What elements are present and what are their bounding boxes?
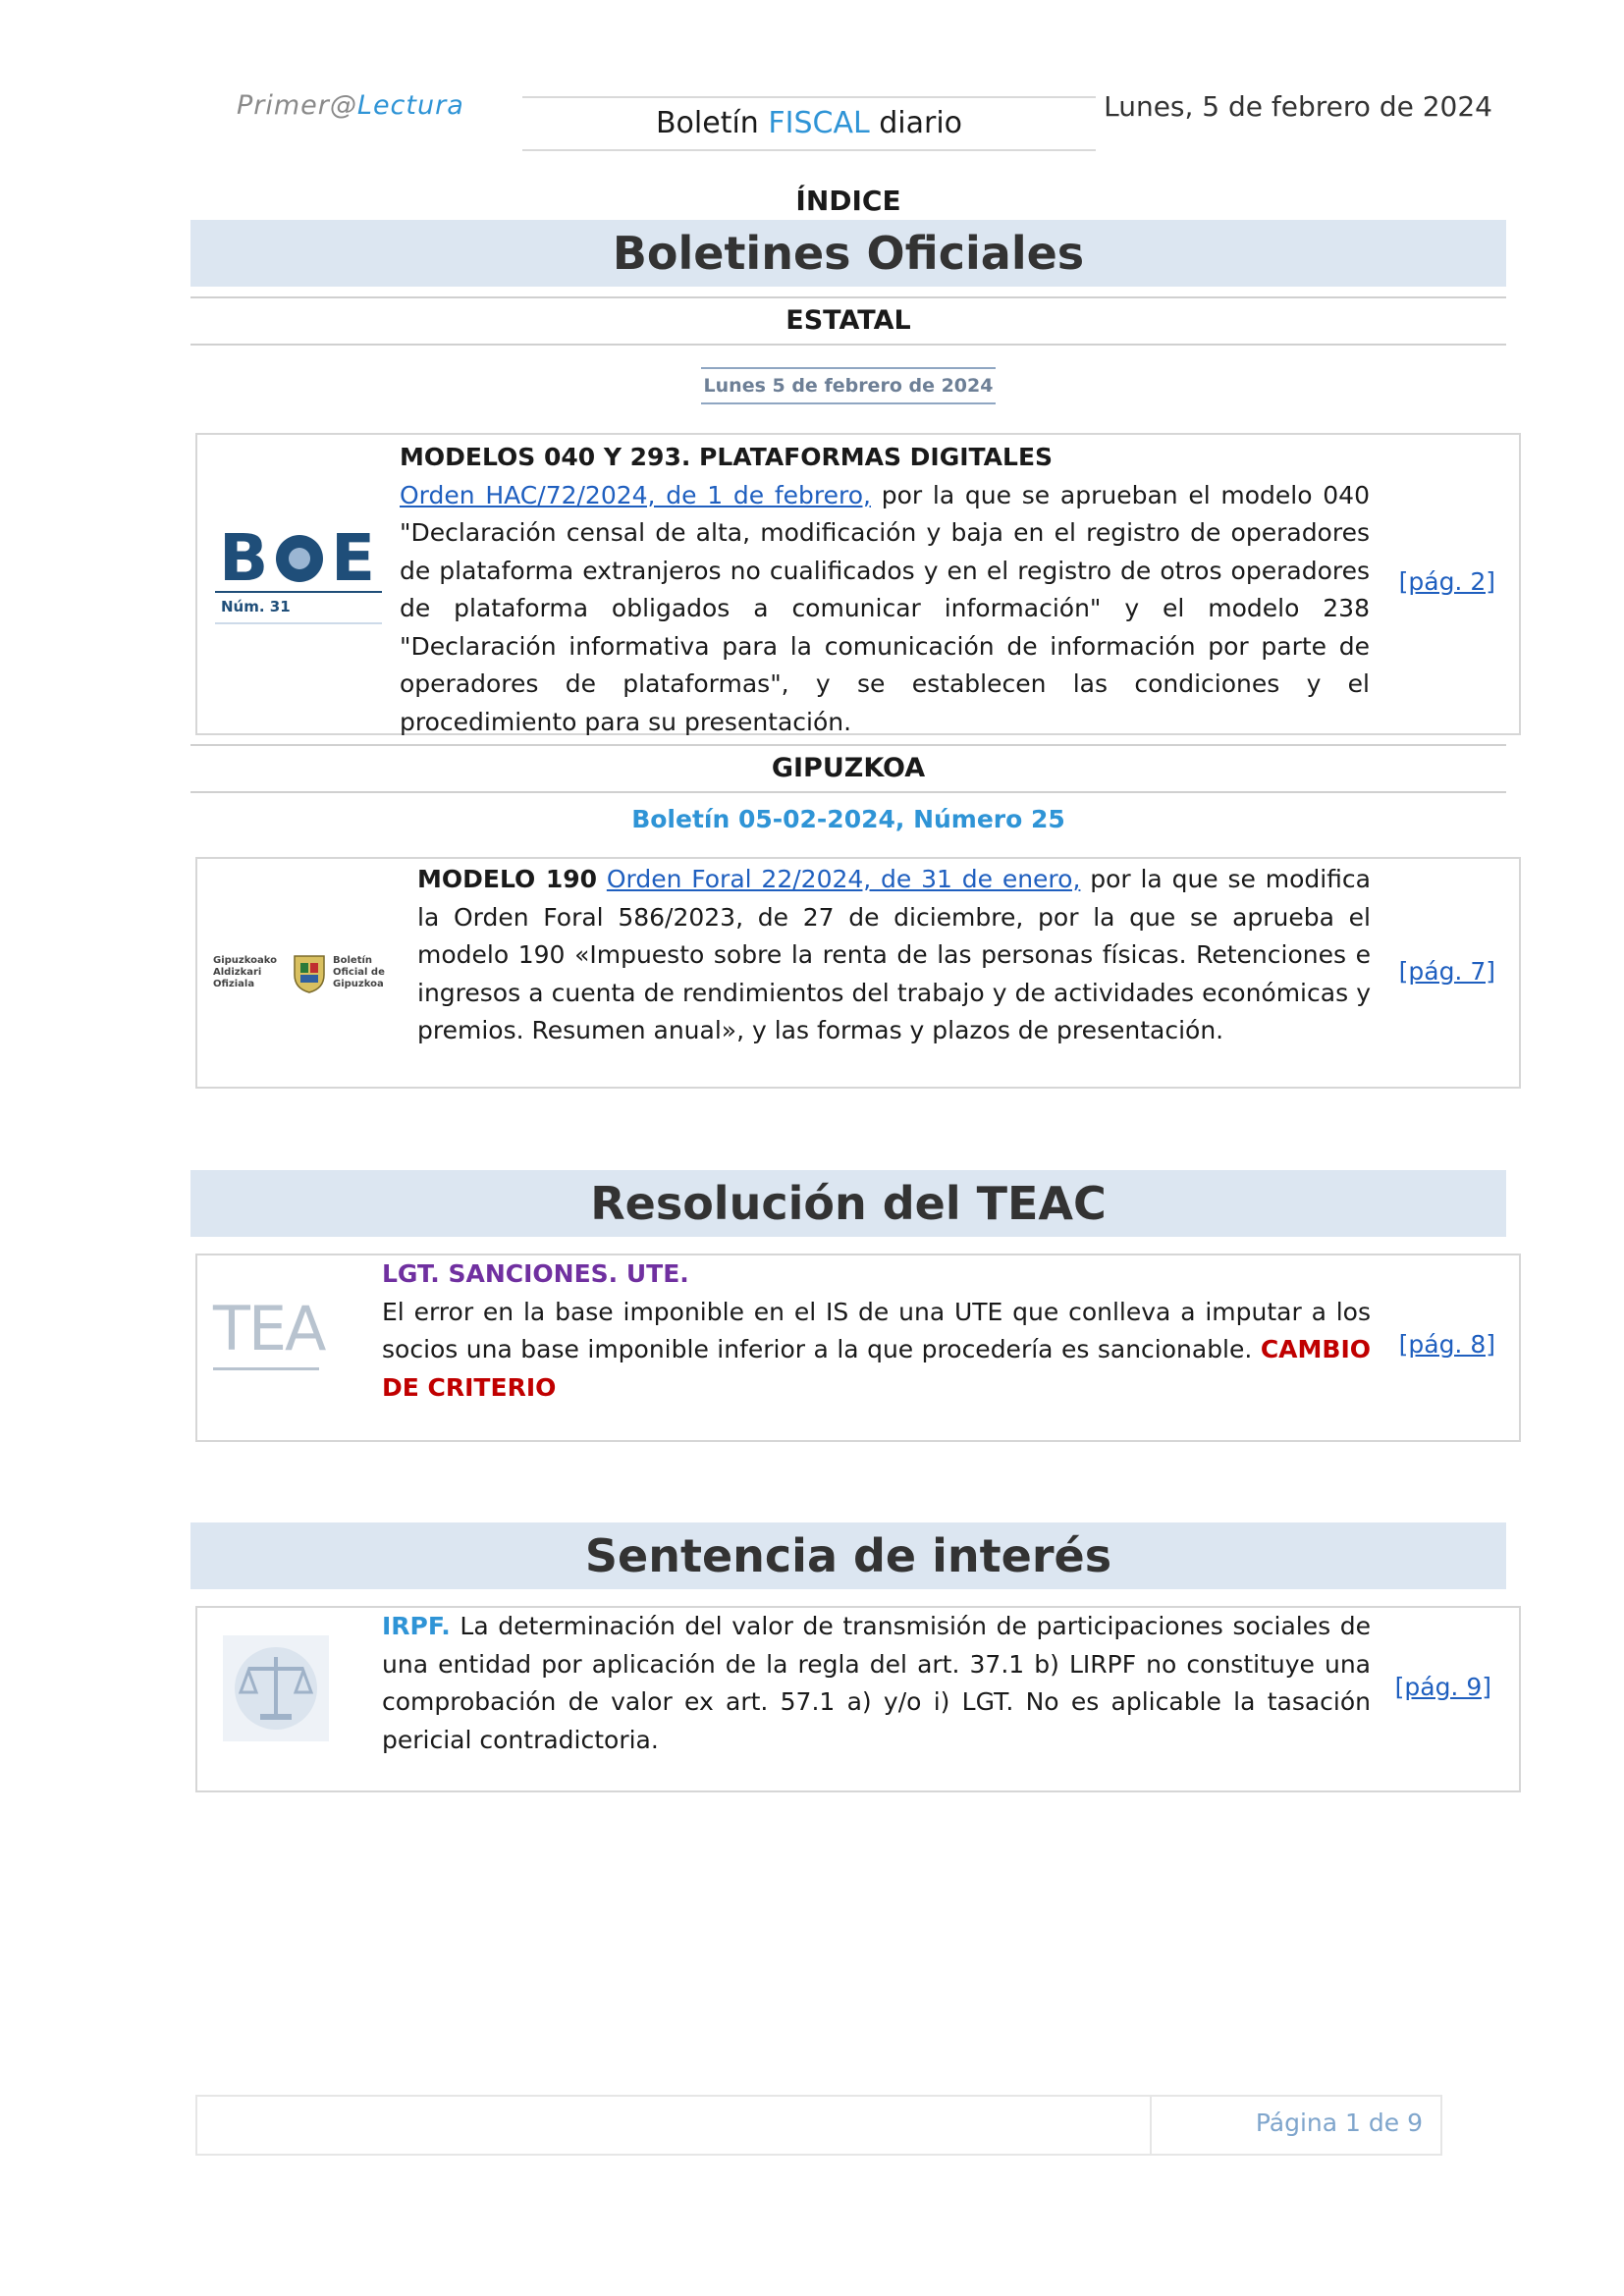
logo-left-line-3: Ofiziala [213, 979, 255, 989]
gipuzkoa-date-badge: Boletín 05-02-2024, Número 25 [631, 805, 1065, 833]
logo-suffix: Lectura [356, 90, 464, 121]
entry-gipuzkoa-body: por la que se modifica la Orden Foral 586/2023, de 27 de diciembre, por la que se aprueba el modelo 190 «Impuesto sobre la renta de las personas físicas. Retenciones e ingresos a cuenta de rendimientos del trabajo y de actividades económicas y premios. Resumen anual», y las formas y plazos de presentación. [417, 865, 1371, 1044]
logo-prefix: Primer@ [237, 90, 357, 121]
entry-gipuzkoa-page-link[interactable]: [pág. 7] [1398, 957, 1495, 986]
entry-gipuzkoa-title: MODELO 190 [417, 865, 598, 893]
logo-right-line-1: Boletín [333, 955, 373, 966]
entry-teac-flag: CAMBIO DE CRITERIO [382, 1335, 1371, 1402]
justice-logo [223, 1635, 329, 1741]
section-teac-heading: Resolución del TEAC [190, 1170, 1506, 1237]
boe-date-badge: Lunes 5 de febrero de 2024 [701, 367, 996, 404]
entry-estatal-text [400, 439, 1370, 741]
entry-gipuzkoa [195, 857, 1521, 1089]
logo-left-line-1: Gipuzkoako [213, 955, 277, 966]
scales-of-justice-icon [223, 1635, 329, 1741]
bulletin-title [522, 106, 1096, 140]
gipuzkoa-logo [213, 951, 400, 998]
page-number: Página 1 de 9 [1255, 2109, 1423, 2137]
entry-estatal [195, 433, 1521, 735]
index-label: ÍNDICE [795, 185, 901, 217]
logo-right-line-3: Gipuzkoa [333, 979, 384, 989]
boe-logo [215, 519, 382, 647]
entry-estatal-title: MODELOS 040 Y 293. PLATAFORMAS DIGITALES [400, 443, 1054, 471]
entry-sentencia [195, 1606, 1521, 1792]
section-sentencia-heading: Sentencia de interés [190, 1522, 1506, 1589]
tea-logo [213, 1293, 325, 1371]
entry-gipuzkoa-text [417, 861, 1371, 1050]
gipuzkoa-logo-basque [213, 955, 277, 990]
entry-teac-page-link[interactable]: [pág. 8] [1398, 1330, 1495, 1359]
svg-text:B: B [219, 520, 269, 596]
brand-logo [237, 90, 464, 121]
boe-logo-icon [215, 519, 382, 647]
entry-teac-text [382, 1255, 1371, 1407]
entry-gipuzkoa-link[interactable]: Orden Foral 22/2024, de 31 de enero, [606, 865, 1081, 893]
tea-logo-text: TEA [213, 1293, 325, 1364]
subsection-gipuzkoa: GIPUZKOA [190, 744, 1506, 793]
entry-teac-body: El error en la base imponible en el IS de una UTE que conlleva a imputar a los socios una base imponible inferior a la que procedería es sancionable. [382, 1297, 1371, 1363]
entry-sentencia-title: IRPF. [382, 1612, 451, 1640]
gipuzkoa-logo-spanish [333, 955, 385, 990]
subsection-estatal: ESTATAL [190, 296, 1506, 346]
entry-teac [195, 1254, 1521, 1442]
entry-sentencia-text [382, 1608, 1371, 1759]
footer-divider [1150, 2097, 1152, 2154]
header-date: Lunes, 5 de febrero de 2024 [1104, 90, 1492, 123]
title-part-2: diario [869, 106, 963, 140]
boe-number: Núm. 31 [221, 598, 291, 615]
entry-estatal-page-link[interactable]: [pág. 2] [1398, 567, 1495, 596]
entry-teac-title: LGT. SANCIONES. UTE. [382, 1259, 689, 1288]
logo-left-line-2: Aldizkari [213, 967, 262, 978]
entry-sentencia-page-link[interactable]: [pág. 9] [1394, 1673, 1491, 1701]
entry-sentencia-body: La determinación del valor de transmisión de participaciones sociales de una entidad por aplicación de la regla del art. 37.1 b) LIRPF no constituye una comprobación de valor ex art. 57.1 a) y/o i) LGT. No es aplicable la tasación pericial contradictoria. [382, 1612, 1371, 1754]
tea-logo-underline [213, 1367, 319, 1370]
entry-estatal-body: por la que se aprueban el modelo 040 "Declaración censal de alta, modificación y baja en el registro de operadores de plataforma extranjeros no cualificados y en el registro de otros operadores de plataforma obligados a comunicar información" y el modelo 238 "Declaración informativa para la comunicación de información por parte de operadores de plataformas", y se establecen las condiciones y el procedimiento para su presentación. [400, 480, 1370, 736]
entry-estatal-link[interactable]: Orden HAC/72/2024, de 1 de febrero, [400, 480, 871, 509]
svg-text:E: E [331, 520, 376, 596]
section-boletines-heading: Boletines Oficiales [190, 220, 1506, 287]
title-part-1: Boletín [655, 106, 769, 140]
logo-right-line-2: Oficial de [333, 967, 385, 978]
gipuzkoa-shield-icon [292, 953, 327, 994]
title-fiscal: FISCAL [768, 106, 870, 140]
page-footer [195, 2095, 1442, 2156]
